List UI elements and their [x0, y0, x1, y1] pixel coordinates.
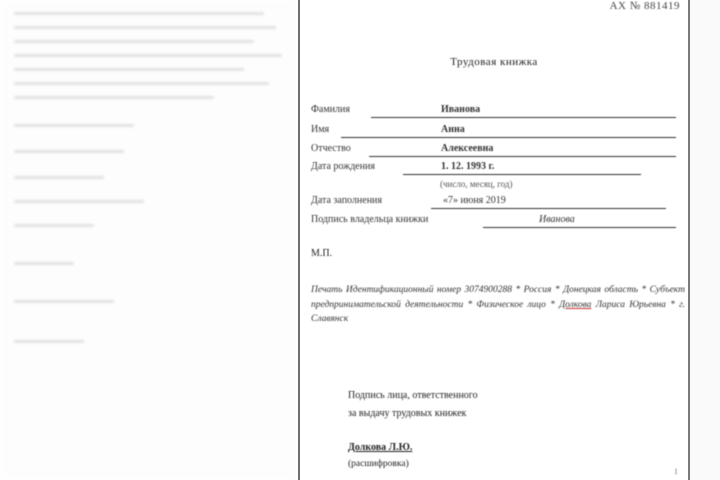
serial-number: АХ № 881419	[609, 0, 680, 12]
surname-label: Фамилия	[311, 104, 350, 115]
responsible-person-note	[348, 387, 478, 423]
filldate-field	[311, 195, 666, 209]
signature-label: Подпись владельца книжки	[311, 214, 429, 225]
page-corner-mark: 1	[674, 467, 678, 476]
patronymic-value: Алексеевна	[441, 143, 494, 154]
filldate-label: Дата заполнения	[311, 195, 382, 206]
name-value: Анна	[441, 124, 465, 135]
patronymic-field	[311, 143, 676, 157]
seal-text	[311, 283, 685, 327]
patronymic-label: Отчество	[311, 143, 351, 154]
birthdate-field	[311, 161, 641, 175]
left-page-faded	[0, 0, 298, 480]
employment-record-page	[300, 0, 688, 480]
responsible-note-line2: за выдачу трудовых книжек	[348, 408, 467, 419]
filldate-value: «7» июня 2019	[443, 195, 506, 206]
seal-text-part1: Печать Идентификационный номер 3074900288 * Россия * Донецкая область * Субъект предпринимательской деятельности * Физическое лицо *	[311, 285, 685, 310]
name-label: Имя	[311, 124, 330, 135]
responsible-note-line1: Подпись лица, ответственного	[348, 390, 478, 401]
surname-field	[311, 104, 676, 118]
document-title: Трудовая книжка	[450, 56, 538, 68]
right-margin-strip	[690, 0, 720, 480]
surname-value: Иванова	[441, 104, 481, 115]
signature-decoding-label: (расшифровка)	[348, 459, 409, 469]
signature-value: Иванова	[539, 214, 575, 225]
birthdate-value: 1. 12. 1993 г.	[441, 161, 495, 172]
birthdate-hint: (число, месяц, год)	[440, 179, 513, 189]
seal-text-part2: Лариса Юрьевна * г. Славянск	[311, 299, 686, 324]
signature-field	[311, 214, 676, 228]
stamp-place-label: М.П.	[311, 248, 333, 259]
responsible-person-name: Долкова Л.Ю.	[348, 442, 413, 453]
name-field	[311, 124, 676, 138]
birthdate-label: Дата рождения	[311, 161, 375, 172]
seal-text-underlined: Долкова	[559, 299, 592, 310]
